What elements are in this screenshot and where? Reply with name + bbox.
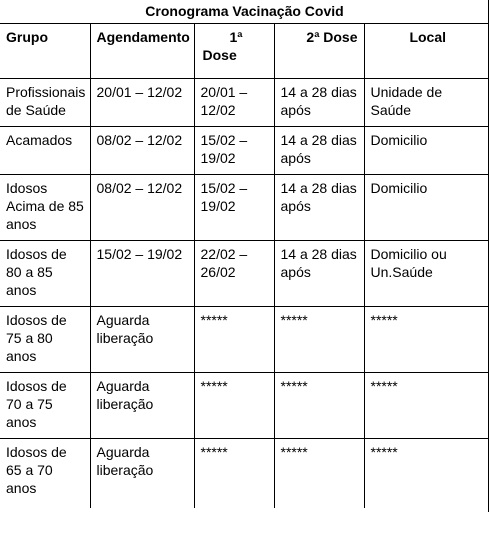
cell-dose1: *****: [194, 306, 274, 372]
cell-dose1: *****: [194, 438, 274, 508]
table-row: [0, 306, 489, 372]
cell-local: *****: [364, 306, 489, 372]
cell-grupo: Idosos de 80 a 85 anos: [0, 240, 90, 306]
cell-dose2: 14 a 28 dias após: [274, 78, 364, 126]
table-row: [0, 438, 489, 508]
cell-agendamento: 20/01 – 12/02: [90, 78, 194, 126]
header-agendamento: Agendamento: [90, 24, 194, 78]
vaccination-schedule-table: [0, 24, 489, 508]
cell-agendamento: Aguarda liberação: [90, 372, 194, 438]
cell-dose2: 14 a 28 dias após: [274, 240, 364, 306]
cell-agendamento: 08/02 – 12/02: [90, 126, 194, 174]
document-title: Cronograma Vacinação Covid: [0, 0, 489, 24]
table-row: [0, 78, 489, 126]
cell-dose1: 22/02 – 26/02: [194, 240, 274, 306]
cell-agendamento: 15/02 – 19/02: [90, 240, 194, 306]
cell-grupo: Idosos Acima de 85 anos: [0, 174, 90, 240]
cell-local: *****: [364, 372, 489, 438]
cell-dose1: *****: [194, 372, 274, 438]
header-grupo: Grupo: [0, 24, 90, 78]
table-header-row: [0, 24, 489, 78]
cell-local: Domicilio: [364, 126, 489, 174]
cell-dose1: 15/02 – 19/02: [194, 126, 274, 174]
header-first-dose-ordinal: 1ª: [229, 29, 243, 45]
table-row: [0, 174, 489, 240]
cell-grupo: Profissionais de Saúde: [0, 78, 90, 126]
header-first-dose: [194, 24, 274, 78]
header-local: Local: [364, 24, 489, 78]
cell-agendamento: Aguarda liberação: [90, 306, 194, 372]
cell-grupo: Idosos de 65 a 70 anos: [0, 438, 90, 508]
cell-agendamento: 08/02 – 12/02: [90, 174, 194, 240]
cell-agendamento: Aguarda liberação: [90, 438, 194, 508]
cell-local: Domicilio ou Un.Saúde: [364, 240, 489, 306]
cell-grupo: Acamados: [0, 126, 90, 174]
table-row: [0, 240, 489, 306]
cell-dose2: *****: [274, 306, 364, 372]
cell-dose2: 14 a 28 dias após: [274, 126, 364, 174]
cell-dose2: *****: [274, 438, 364, 508]
cell-local: *****: [364, 438, 489, 508]
table-row: [0, 126, 489, 174]
cell-grupo: Idosos de 75 a 80 anos: [0, 306, 90, 372]
table-row: [0, 372, 489, 438]
header-first-dose-word: Dose: [202, 47, 237, 63]
cell-local: Unidade de Saúde: [364, 78, 489, 126]
cell-grupo: Idosos de 70 a 75 anos: [0, 372, 90, 438]
cell-dose1: 15/02 – 19/02: [194, 174, 274, 240]
cell-local: Domicilio: [364, 174, 489, 240]
header-second-dose: 2ª Dose: [274, 24, 364, 78]
cell-dose2: *****: [274, 372, 364, 438]
cell-dose2: 14 a 28 dias após: [274, 174, 364, 240]
cell-dose1: 20/01 – 12/02: [194, 78, 274, 126]
